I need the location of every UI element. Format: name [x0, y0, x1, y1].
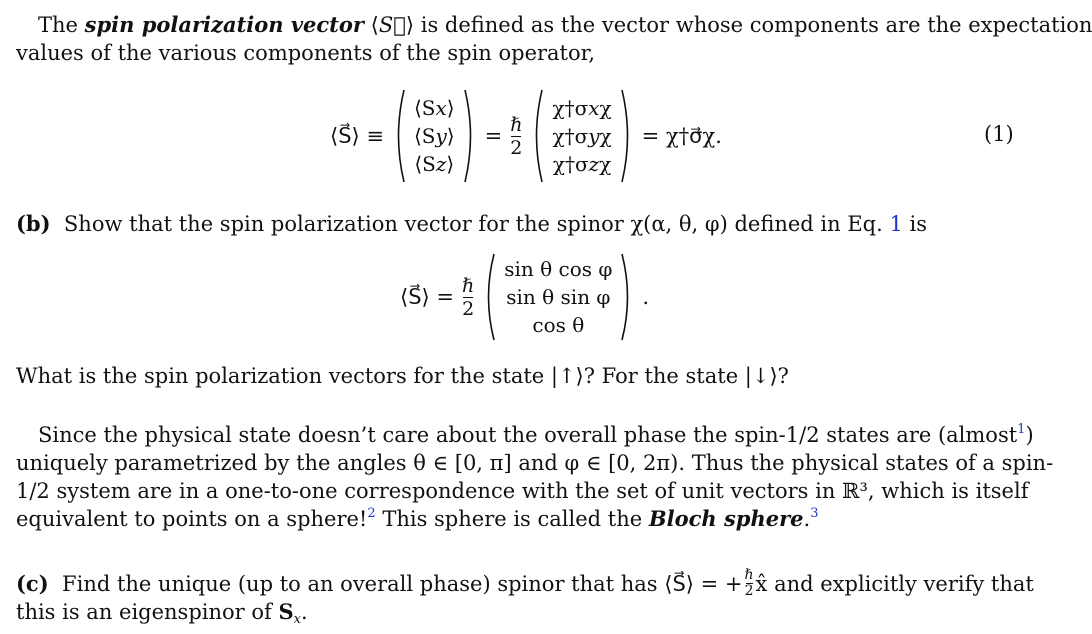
intro-line-2: values of the various components of the spin operator, — [16, 41, 596, 65]
operator-S: S — [278, 599, 294, 624]
eqb-vector — [504, 255, 612, 339]
left-paren-icon — [482, 252, 496, 342]
eq1-col1-row: ⟨S𝑥⟩ — [414, 96, 455, 120]
term-spin-polarization-vector: spin polarization vector — [84, 12, 364, 37]
bloch-line-1: Since the physical state doesn’t care about the overall phase the spin-1/2 states are (almost$^1$) — [38, 422, 1034, 447]
left-paren-icon — [392, 88, 406, 184]
eq1-fraction: $\frac{\text{ℏ}}{2}$ — [510, 113, 523, 159]
intro-text: The — [38, 13, 78, 37]
equation-1 — [330, 86, 722, 186]
eq1-col2-row: χ†σ𝑦χ — [552, 124, 612, 148]
part-b-text: Show that the spin polarization vector for the spinor χ(α, θ, φ) defined in Eq. — [63, 212, 883, 236]
eq1-equals: = — [484, 124, 503, 148]
eq-ref-link[interactable]: 1 — [889, 212, 903, 236]
eq1-col2-row: χ†σ𝑧χ — [552, 152, 612, 176]
part-b-prompt — [16, 210, 927, 238]
eq1-rhs: = χ†σ⃗χ. — [641, 124, 722, 148]
footnote-3-link[interactable]: 3 — [810, 506, 819, 521]
eq1-vector-left — [414, 94, 455, 178]
part-b-question: What is the spin polarization vectors for the state |↑⟩? For the state |↓⟩? — [16, 364, 789, 388]
eq1-col2-row: χ†σ𝑥χ — [552, 96, 612, 120]
eq1-col1-row: ⟨S𝑦⟩ — [414, 124, 455, 148]
part-c-text-end: x̂ and explicitly verify that — [755, 571, 1034, 596]
bloch-line-3: 1/2 system are in a one-to-one correspondence with the set of unit vectors in ℝ³, which is itself — [16, 479, 1029, 503]
footnote-2-link[interactable]: 2 — [367, 506, 376, 521]
eqb-row: cos θ — [532, 313, 585, 337]
eq1-vector-right — [552, 94, 611, 178]
eq1-lhs: ⟨S⃗⟩ ≡ — [330, 124, 384, 148]
eqb-period: . — [642, 285, 650, 309]
part-b-text-end: is — [909, 212, 928, 236]
bloch-line-2: uniquely parametrized by the angles θ ∈ [0, π] and φ ∈ [0, 2π). Thus the physical states of a spin- — [16, 451, 1054, 475]
part-c-text: Find the unique (up to an overall phase) spinor that has ⟨S⃗⟩ = + — [62, 571, 743, 596]
eq1-col1-row: ⟨S𝑧⟩ — [414, 152, 455, 176]
left-paren-icon — [530, 88, 544, 184]
bloch-line-4: equivalent to points on a sphere!$^2$ This sphere is called the Bloch sphere.$^3$ — [16, 506, 819, 531]
eqb-row: sin θ sin φ — [506, 285, 611, 309]
equation-b — [400, 252, 649, 342]
right-paren-icon — [463, 88, 477, 184]
right-paren-icon — [620, 252, 634, 342]
right-paren-icon — [620, 88, 634, 184]
part-c-fraction: $\frac{\text{ℏ}}{2}$ — [744, 567, 754, 599]
intro-line-1: The spin polarization vector ⟨S⃗⟩ is defined as the vector whose components are the expectation — [38, 12, 1092, 37]
part-c-line-2: this is an eigenspinor of $S_x$. — [16, 599, 308, 627]
part-b-label: (b) — [16, 211, 51, 236]
footnote-1-link[interactable]: 1 — [1017, 422, 1026, 437]
intro-text-cont: is defined as the vector whose components are the expectation — [420, 13, 1092, 37]
part-c-line-1 — [16, 568, 1034, 599]
eqb-fraction: $\frac{\text{ℏ}}{2}$ — [462, 274, 475, 320]
eqb-row: sin θ cos φ — [504, 257, 613, 281]
eqb-lhs: ⟨S⃗⟩ = — [400, 285, 454, 309]
term-bloch-sphere: Bloch sphere — [648, 506, 804, 531]
part-c-label: (c) — [16, 570, 49, 596]
equation-number: (1) — [984, 122, 1014, 146]
